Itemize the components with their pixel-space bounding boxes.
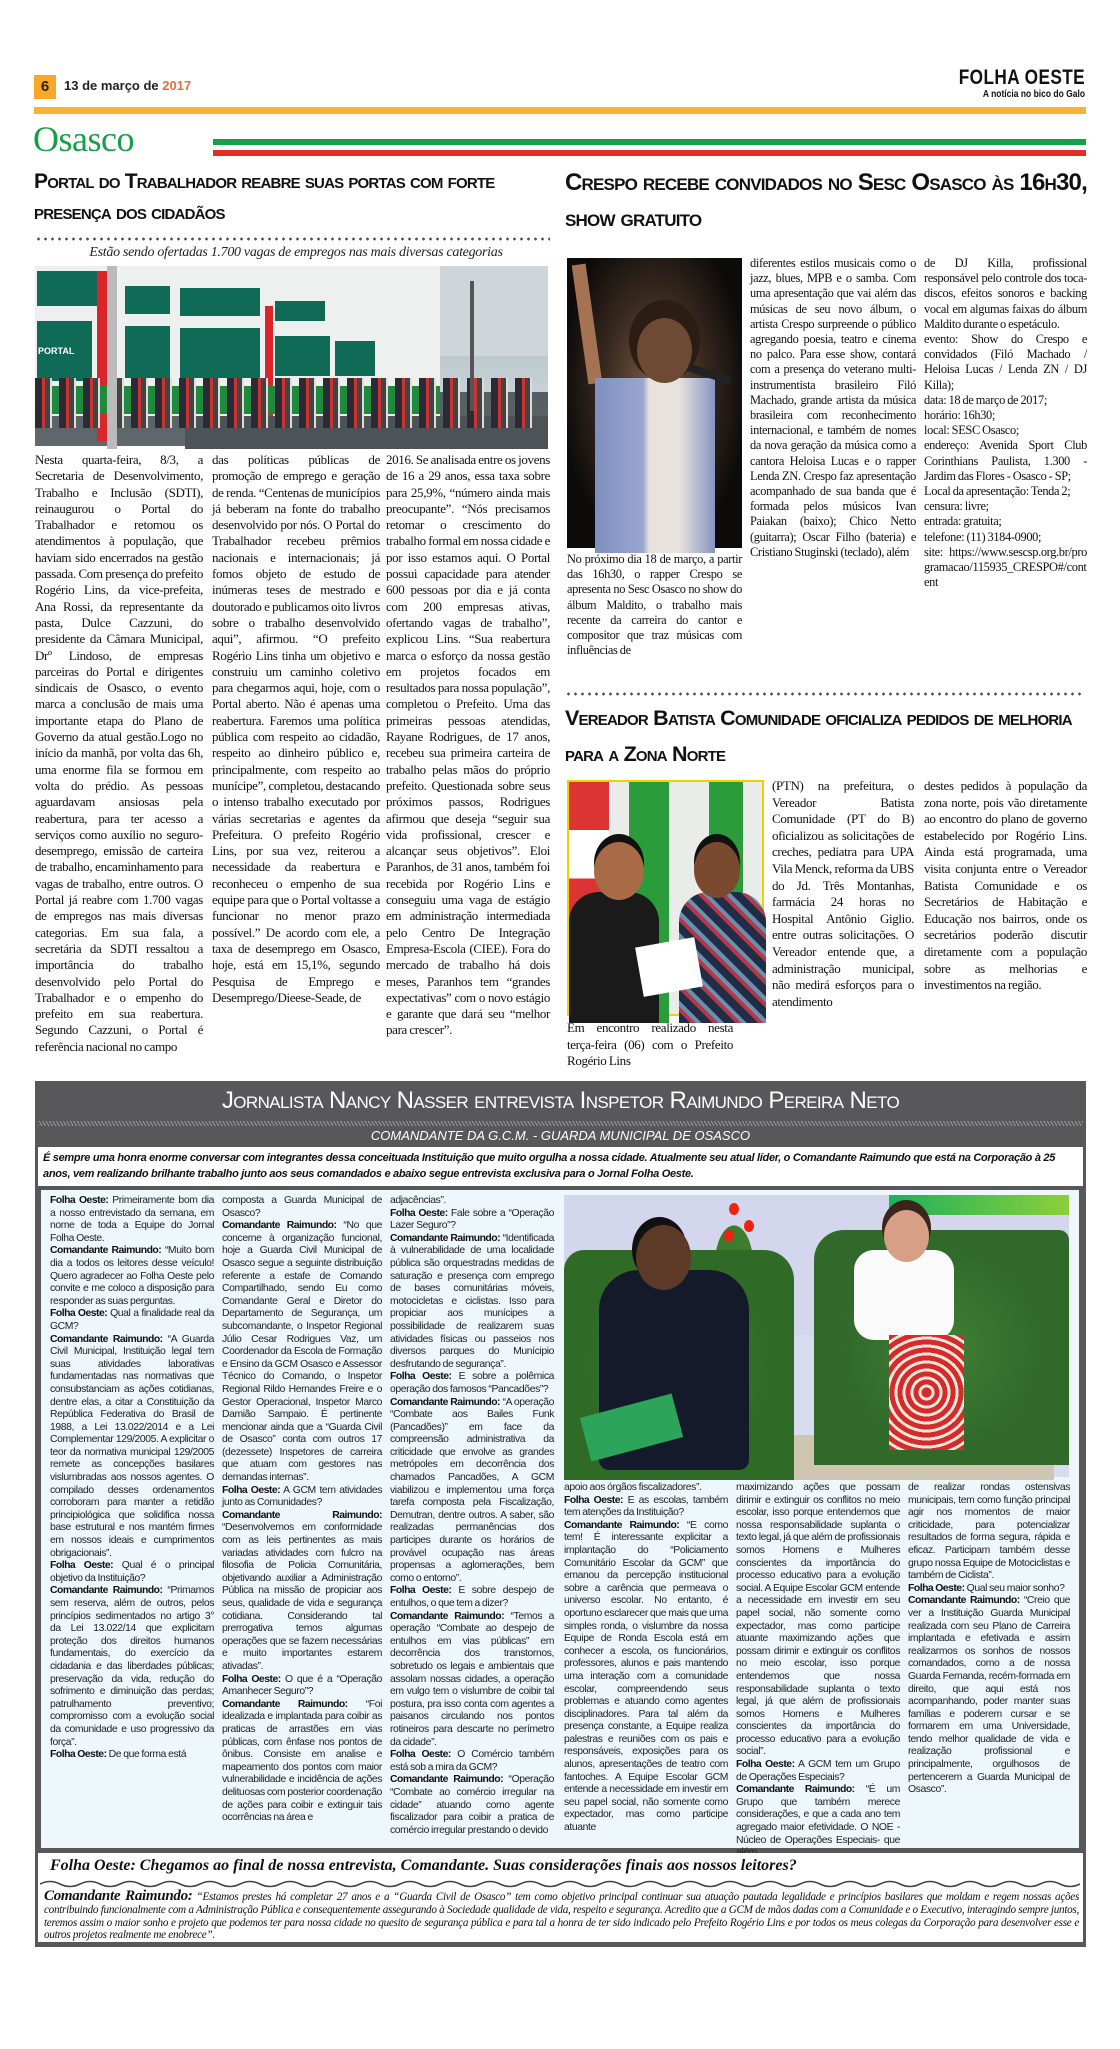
answer-label: Comandante Raimundo: — [390, 1610, 505, 1622]
photo-journalist — [854, 1250, 954, 1340]
photo-document — [635, 937, 703, 997]
interview-text: maximizando ações que possam dirimir e extinguir os conflitos no meio escolar, isso porque entendemos que nossa responsabilidade suplanta o texto legal, já que além de profissionais somos Homens e Mulheres conscientes da importância do processo educativo para a evolução social. A Equipe Escolar GCM entende a necessidade em investir em seu papel social, não somente como expectador, mas como participe atuante maximizando ações que possam dirimir e extinguir os conflitos no meio escolar, isso porque entendemos que nossa responsabilidade suplanta o texto legal, já que além de profissionais somos Homens e Mulheres conscientes da importância do processo educativo para a evolução social”. — [736, 1482, 900, 1758]
article3-column-3: destes pedidos à população da zona norte, pois vão diretamente ao encontro do plano de governo estabelecido por Rogério Lins. Ainda está programada, uma visita conjunta entre o Vereador Batista Comunidade e os Secretários de Habitação e Educação nos bairros, onde os secretários poderão discutir diretamente com a população sobre as melhorias e investimentos na região. — [924, 778, 1087, 993]
event-info-8: telefone: (11) 3184-0900; — [924, 529, 1042, 544]
answer-label: Comandante Raimundo: — [50, 1585, 163, 1597]
photo-window — [275, 336, 330, 376]
interview-column-1 — [50, 1195, 214, 1845]
interview-paragraph — [390, 1397, 554, 1586]
article3-column-1: Em encontro realizado nesta terça-feira (06) com o Prefeito Rogério Lins — [567, 1020, 733, 1069]
interview-text: “A Guarda Civil Municipal, Instituição legal tem suas atividades laborativas fundamentadas nas normativas que consubstanciam as ações cotidianas, dentre elas, a citar a Constituição da República Federativa do Brasil de 1988, a Lei 13.022/2014 e a Lei Complementar 129/2005. A explicitar o teor da normativa municipal 129/2005 remete as concepções basilares vislumbradas aos nossos agentes. O compilado desses ordenamentos corroboram para manter a retidão principiológica que solidifica nossa base estrutural e nos mantém firmes em nossos ideais e cumprimentos obrigacionais”. — [50, 1333, 214, 1559]
interview-text: “A operação “Combate aos Bailes Funk (Pancadões)” em face da compreensão administrativa da criticidade que envolve as grandes metrópoles em decorrência dos chamados Pancadões, A GCM viabilizou e implementou uma força tarefa composta pela Fiscalização, Demutran, dentre outros. A saber, são realizadas permanências dos participes durante os horários de provável ocupação nas áreas propensas a aglomerações, bem como o entorno”. — [390, 1396, 555, 1584]
photo-person-head — [694, 842, 740, 898]
article2-column-3-intro: de DJ Killa, profissional responsável pelo controle dos toca-discos, efeitos sonoros e backing vocal em algumas faixas do álbum Maldito durante o espetáculo. — [924, 256, 1087, 331]
interview-text: “Muito bom dia a todos os leitores desse veículo! Quero agradecer ao Folha Oeste pelo convite e me coloco a disposição para responder as suas perguntas. — [50, 1245, 214, 1307]
page-number: 6 — [34, 75, 56, 99]
interview-text: “Creio que ver a Instituição Guarda Municipal realizada com seu Plano de Carreira implantada e efetivada e assim realizarmos os sonhos de nossos comandados, como a de nossa Guarda Fernanda, recém-formada em direito, que aqui está nos acompanhando, poder manter suas famílias e poderem cursar e se formarem em uma Universidade, tendo melhor qualidade de vida e realização profissional e principalmente, orgulhosos de pertencerem a Guarda Municipal de Osasco”. — [908, 1595, 1070, 1796]
photo-shirt — [595, 378, 715, 553]
event-site-link[interactable]: site: https://www.sescsp.org.br/programacao/115935_CRESPO#/content — [924, 544, 1087, 590]
question-label: Folha Oeste: — [50, 1560, 114, 1572]
question-label: Folha Oeste: — [222, 1673, 281, 1685]
wave-divider — [40, 1879, 1080, 1889]
date-year: 2017 — [162, 78, 192, 93]
final-question: Folha Oeste: Chegamos ao final de nossa entrevista, Comandante. Suas considerações finais aos nossos leitores? — [50, 1857, 797, 1874]
event-info-2: horário: 16h30; — [924, 408, 995, 423]
event-info-7: entrada: gratuita; — [924, 514, 1002, 529]
answer-label: Comandante Raimundo: — [222, 1698, 348, 1710]
dotted-divider — [565, 691, 1085, 697]
answer-label: Comandante Raimundo: — [50, 1333, 163, 1345]
interview-text: apoio aos órgãos fiscalizadores”. — [564, 1482, 702, 1493]
photo-pole — [470, 281, 474, 411]
interview-paragraph — [736, 1759, 900, 1784]
interview-text: “Desenvolvemos em conformidade com as leis pertinentes as mais variadas atividades com fulcro na filosofia de Policia Comunitária, objetivando auxiliar a Administração Pública na missão de propiciar aos seus, qualidade de vida e segurança cotidiana. Considerando tal prerrogativa temos algumas operações que se fazem necessárias e muito importantes estarem ativadas”. — [222, 1522, 382, 1672]
interview-paragraph — [50, 1560, 214, 1585]
event-info-3: local: SESC Osasco; — [924, 423, 1019, 438]
interview-paragraph — [736, 1482, 900, 1759]
photo-window — [180, 328, 260, 378]
interview-paragraph — [50, 1195, 214, 1245]
event-info-4: endereço: Avenida Sport Club Corinthians Paulista, 1.300 - Jardim das Flores - Osasco - SP; — [924, 438, 1087, 483]
interview-text: A GCM tem um Grupo de Operações Especiais? — [736, 1759, 900, 1783]
interview-paragraph — [222, 1220, 382, 1484]
photo-sky — [440, 266, 548, 356]
answer-label: Comandante Raimundo: — [908, 1595, 1020, 1607]
interview-text: Qual seu maior sonho? — [966, 1582, 1065, 1594]
photo-person-head — [594, 842, 644, 900]
interview-paragraph — [390, 1208, 554, 1233]
interview-paragraph — [50, 1749, 214, 1762]
answer-label: Comandante Raimundo: — [390, 1774, 504, 1786]
hatch-divider — [38, 1121, 1083, 1126]
interview-column-3 — [390, 1195, 554, 1845]
interview-subtitle: COMANDANTE DA G.C.M. - GUARDA MUNICIPAL DE OSASCO — [370, 1128, 751, 1143]
newspaper-name: FOLHA OESTE — [958, 66, 1085, 89]
article1-column-3: 2016. Se analisada entre os jovens de 16 a 29 anos, essa taxa sobre para 25,9%, “número ainda mais preocupante”. “Nós precisamos retomar o crescimento do trabalho formal em nossa cidade e por isso estamos aqui. O Portal possui capacidade para atender 600 pessoas por dia e já conta com 200 empresas ativas, ofertando vagas de trabalho”, explicou Lins. “Sua reabertura marca o esforço da nossa gestão em projetos focados em resultados para nossa população”, completou o Prefeito. Uma das primeiras pessoas atendidas, Rayane Rodrigues, de 17 anos, recebeu sua primeira carteira de trabalho pelas mãos do próprio prefeito. Questionada sobre seus próximos passos, Rodrigues afirmou que deseja “seguir sua vida profissional, crescer e alcançar seus objetivos”. Eloi Paranhos, de 31 anos, também foi recebida por Rogério Lins e conseguiu uma vaga de estágio em administração intermediada pelo Centro De Integração Empresa-Escola (CIEE). Fora do mercado de trabalho há dois meses, Paranhos tem “grandes expectativas” com o novo estágio e garante que dará seu “melhor para crescer”. — [386, 452, 550, 1038]
interview-text: E sobre a polêmica operação dos famosos “Pancadões”? — [390, 1371, 554, 1395]
section-stripe-green — [213, 139, 1086, 145]
interview-headline: Jornalista Nancy Nasser entrevista Inspetor Raimundo Pereira Neto — [221, 1087, 900, 1114]
question-label: Folha Oeste: — [390, 1749, 451, 1761]
question-label: Folha Oeste: — [390, 1585, 452, 1597]
interview-paragraph — [222, 1674, 382, 1699]
interview-text: O que é a “Operação Amanhecer Seguro”? — [222, 1673, 382, 1698]
interview-text: Primeiramente bom dia a nosso entrevistado da semana, em nome de toda a Equipe do Jornal Folha Oeste. — [50, 1195, 214, 1244]
interview-paragraph — [736, 1784, 900, 1860]
interview-paragraph — [908, 1482, 1070, 1583]
article1-headline: Portal do Trabalhador reabre suas portas com forte presença dos cidadãos — [34, 170, 495, 224]
interview-text: “Operação “Combate ao comércio irregular na cidade” atuando como agente fiscalizador para coibir a pratica de comércio irregular prestando o devido — [390, 1774, 555, 1836]
interview-paragraph — [564, 1482, 728, 1495]
article2-column-2: diferentes estilos musicais como o jazz, blues, MPB e o samba. Com uma apresentação que vai além das músicas de seu novo álbum, o artista Crespo surpreende o público agregando poesia, teatro e cinema no palco. Para esse show, contará com a presença do veterano multi-instrumentista brasileiro Filó Machado, grande artista da música brasileira com reconhecimento internacional, e também de nomes da nova geração da música como a cantora Heloisa Lucas e o rapper Lenda ZN. Crespo faz apresentação acompanhado de sua banda que é formada pelos músicos Ivan Paiakan (baixo); Chico Netto (guitarra); Oscar Filho (bateria) e Cristiano Stuginski (teclado), além — [750, 256, 916, 559]
interview-paragraph — [390, 1585, 554, 1610]
photo-commander-head — [636, 1225, 691, 1290]
final-answer-label: Comandante Raimundo: — [44, 1888, 193, 1904]
interview-text: Qual a finalidade real da GCM? — [50, 1308, 214, 1332]
photo-flower — [724, 1230, 734, 1242]
crespo-photo — [567, 258, 742, 548]
photo-journalist-head — [884, 1210, 929, 1262]
newspaper-tagline: A notícia no bico do Galo — [982, 89, 1085, 100]
photo-window — [37, 271, 97, 306]
interview-paragraph — [222, 1510, 382, 1674]
final-answer — [44, 1890, 1079, 1942]
interview-text: Qual é o principal objetivo da Instituição? — [50, 1560, 214, 1584]
interview-paragraph — [390, 1195, 554, 1208]
photo-flower — [744, 1220, 754, 1232]
interview-text: E as escolas, também tem atenções da Instituição? — [564, 1494, 728, 1519]
photo-window — [275, 301, 325, 321]
answer-label: Comandante Raimundo: — [390, 1232, 501, 1244]
interview-paragraph — [390, 1371, 554, 1396]
interview-text: “No que concerne à organização funcional, hoje a Guarda Civil Municipal de Osasco segue a seguinte distribuição referente a estafe de Comando Compartilhado, sendo Eu como Comandante Geral e Diretor do Departamento de Segurança, um subcomandante, o Inspetor Regional Júlio Cesar Rodrigues Vaz, um Coordenador da Escola de Formação e Ensino da GCM Osasco e Assessor Técnico do Comando, o Inspetor Regional Rildo Hernandes Freire e o Gestor Operacional, Inspetor Marco Damião Sampaio. É pertinente mencionar ainda que a “Guarda Civil de Osasco” conta com outros 17 (dezessete) Inspetores de carreira que atuam com gestores nas demandas internas”. — [222, 1220, 382, 1484]
question-label: Folha Oeste: — [222, 1484, 281, 1496]
date-text: 13 de março de — [64, 78, 163, 93]
question-label: Folha Oeste: — [50, 1749, 107, 1761]
interview-text: composta a Guarda Municipal de Osasco? — [222, 1195, 382, 1219]
header-rule — [34, 107, 1086, 114]
interview-intro: É sempre uma honra enorme conversar com integrantes dessa conceituada Instituição que muito orgulha a nossa cidade. Atualmente seu atual líder, o Comandante Raimundo que está na Corporação à 25 anos, vem realizando brilhante trabalho junto aos seus comandados e abaixo segue entrevista exclusiva para o Jornal Folha Oeste. — [38, 1147, 1083, 1186]
photo-window — [180, 288, 260, 316]
interview-paragraph — [50, 1334, 214, 1561]
article3-column-2: (PTN) na prefeitura, o Vereador Batista Comunidade (PT do B) oficializou as solicitações de creches, pediatra para UPA Vila Menck, reforma da UBS do Jd. Três Montanhas, farmácia 24 horas no Hospital Antônio Giglio. entre outras solicitações. O Vereador entende que, a administração municipal, não medirá esforços para o atendimento — [772, 778, 914, 1009]
interview-column-2 — [222, 1195, 382, 1845]
interview-paragraph — [390, 1233, 554, 1372]
photo-arm — [572, 264, 603, 385]
interview-paragraph — [50, 1308, 214, 1333]
event-info-1: data: 18 de março de 2017; — [924, 392, 1047, 407]
article1-column-1: Nesta quarta-feira, 8/3, a Secretaria de Desenvolvimento, Trabalho e Inclusão (SDTI), reinaugurou o Portal do Trabalhador e retomou os atendimentos à população, que haviam sido encerrados na gestão passada. Com presença do prefeito Rogério Lins, da vice-prefeita, Ana Rossi, da representante da pasta, Dulce Cazzuni, do presidente da Câmara Municipal, Drº Lindoso, de empresas parceiras do Portal e dirigentes sindicais de Osasco, o evento marca a conclusão de mais uma importante etapa do Plano de Governo da atual gestão.Logo no início da manhã, por volta das 6h, uma enorme fila se formou em volta do prédio. As pessoas aguardavam ansiosas pela reabertura, para ter acesso a serviços como auxílio no seguro-desemprego, emissão de carteira de trabalho, encaminhamento para vagas de trabalho, entre outros. O Portal já reabre com 1.700 vagas de empregos nas mais diversas categorias. Em sua fala, a secretária da SDTI ressaltou a importância do trabalho desenvolvido pelo Portal do Trabalhador e o empenho do prefeito em sua reabertura. Segundo Cazzuni, o Portal é referência nacional no campo — [35, 452, 203, 1054]
question-label: Folha Oeste: — [908, 1582, 965, 1594]
interview-text: “E como tem! É interessante explicitar a implantação do “Policiamento Comunitário Escolar da GCM” que emanou da percepção institucional sobre a carência que permeava o universo escolar. No entanto, é oportuno esclarecer que mais que uma simples ronda, o vislumbre da nossa Equipe de Ronda Escola está em conhecer a escola, os funcionários, professores, alunos e pais mantendo uma interação com a comunidade escolar, compreendendo seus problemas e atuando como agentes disciplinadores. Para tal além da presença constante, a Equipe realiza palestras e reuniões com os pais e responsáveis, exposições para os alunos, apresentações de teatro com fantoches. A Equipe Escolar GCM entende a necessidade em investir em seu papel social, não somente como expectador, mas como participe atuante — [564, 1519, 728, 1834]
interview-paragraph — [908, 1583, 1070, 1596]
article3-headline: Vereador Batista Comunidade oficializa pedidos de melhoria para a Zona Norte — [565, 706, 1072, 766]
question-label: Folha Oeste: — [390, 1371, 452, 1383]
article1-subheadline: Estão sendo ofertadas 1.700 vagas de empregos nas mais diversas categorias — [89, 245, 503, 260]
dotted-divider — [35, 236, 550, 242]
event-info-6: censura: livre; — [924, 499, 989, 514]
portal-photo — [35, 266, 548, 446]
interview-text: “Temos a operação “Combate ao despejo de entulhos em vias públicas” em decorrência dos transtornos, sobretudo os legais e ambientais que assolam nossas cidades, a operação em vulgo tem o vislumbre de coibir tal postura, pra isso conta com agentes a paisanos circulando nos pontos rotineiros para descarte no perímetro da cidade”. — [390, 1610, 554, 1748]
interview-paragraph — [564, 1495, 728, 1520]
interview-column-5 — [736, 1482, 900, 1846]
final-answer-text: “Estamos prestes há completar 27 anos e a “Guarda Civil de Osasco” tem como objetivo principal continuar sua atuação pautada legalidade e princípios basilares que moldam e regem nossas ações contribuindo funcionalmente com a Administração Pública e consequentemente assegurando à Sociedade qualidade de vida, respeito e segurança. Acredito que a GCM de mãos dadas com a Comunidade e o Executivo, interagindo sempre juntos, teremos assim o maior sonho e projeto que podemos ter para nossa cidade no quesito de segurança pública e para tal a honra de ter sido indicado pelo Prefeito Rogério Lins e por todos os meus colegas da Corporação para desenvolver esse e outros projetos realmente me enobrece”. — [44, 1891, 1080, 1942]
interview-text: “É um Grupo que também merece considerações, e que a cada ano tem agregado maior efetividade. O NOE - Núcleo de Operações Especiais- que — [736, 1784, 901, 1846]
photo-pole — [107, 266, 117, 449]
photo-window — [125, 286, 170, 314]
question-label: Folha Oeste: — [736, 1759, 795, 1771]
interview-column-4 — [564, 1482, 728, 1846]
answer-label: Comandante Raimundo: — [222, 1509, 382, 1521]
photo-sign: PORTAL — [38, 346, 75, 356]
interview-paragraph — [222, 1485, 382, 1510]
answer-label: Comandante Raimundo: — [390, 1396, 501, 1408]
interview-paragraph — [390, 1749, 554, 1774]
photo-window — [125, 326, 170, 378]
interview-paragraph — [50, 1245, 214, 1308]
section-stripe-red — [213, 150, 1086, 156]
event-info-5: Local da apresentação: Tenda 2; — [924, 484, 1071, 499]
question-label: Folha Oeste: — [50, 1195, 109, 1206]
interview-paragraph — [222, 1699, 382, 1825]
issue-date — [64, 78, 191, 93]
interview-text: de realizar rondas ostensivas municipais, tem como função principal agir nos momentos de maior criticidade, para potencializar resultados de forma segura, rápida e eficaz. Participam também desse grupo nossa Equipe de Motociclistas e também de Ciclista”. — [908, 1482, 1070, 1582]
article2-column-3 — [924, 256, 1087, 686]
photo-window — [335, 341, 375, 376]
question-label: Folha Oeste: — [564, 1494, 623, 1506]
article2-headline: Crespo recebe convidados no Sesc Osasco às 16h30, show gratuito — [565, 169, 1087, 232]
answer-label: Comandante Raimundo: — [564, 1519, 680, 1531]
photo-flower — [729, 1203, 739, 1215]
interview-paragraph — [222, 1195, 382, 1220]
masthead — [931, 66, 1085, 100]
interview-text: De que forma está — [108, 1749, 187, 1761]
interview-text: E sobre despejo de entulhos, o que tem a dizer? — [390, 1585, 554, 1609]
answer-label: Comandante Raimundo: — [736, 1784, 855, 1796]
interview-text: “Primamos sem reserva, além de outros, pelos princípios sedimentados no artigo 3° da Lei 13.022/14 que explicitam proteção dos direitos humanos fundamentais, do exercício da cidadania e das liberdades públicas; preservação da vida, redução do sofrimento e diminuição das perdas; patrulhamento preventivo; compromisso com a evolução social da comunidade e uso progressivo da força”. — [50, 1585, 215, 1748]
interview-text: adjacências”. — [390, 1195, 447, 1206]
interview-paragraph — [50, 1585, 214, 1749]
photo-head — [637, 318, 692, 383]
section-title: Osasco — [33, 119, 134, 159]
question-label: Folha Oeste: — [390, 1207, 448, 1219]
interview-paragraph — [908, 1595, 1070, 1797]
article2-column-1: No próximo dia 18 de março, a partir das 16h30, o rapper Crespo se apresenta no Sesc Osasco no show do álbum Maldito, o trabalho mais recente da carreira do cantor e compositor que traz músicas com influências de — [567, 552, 742, 658]
answer-label: Comandante Raimundo: — [222, 1220, 337, 1232]
question-label: Folha Oeste: — [50, 1308, 108, 1320]
interview-paragraph — [390, 1611, 554, 1750]
interview-paragraph — [564, 1520, 728, 1835]
interview-text: A GCM tem atividades junto as Comunidades? — [222, 1484, 382, 1509]
answer-label: Comandante Raimundo: — [50, 1245, 162, 1257]
article1-column-2: das políticas públicas de promoção de emprego e geração de renda. “Centenas de municípios já beberam na fonte do trabalho desenvolvido por nós. O Portal do Trabalhador recebeu prêmios nacionais e internacionais; já fomos objeto de estudo de inúmeras teses de mestrado e doutorado e publicamos oito livros sobre o trabalho desenvolvido aqui”, afirmou. “O prefeito Rogério Lins tinha um objetivo e construiu um caminho coletivo para chegarmos aqui, hoje, com o Portal aberto. Não é apenas uma reabertura. Faremos uma política pública com respeito ao cidadão, respeito ao dinheiro público e, principalmente, com respeito ao munícipe”, completou, destacando o intenso trabalho executado por várias secretarias e agentes da Prefeitura. O prefeito Rogério Lins, por sua vez, reiterou a necessidade da reabertura e reconheceu o empenho de sua equipe para que o Portal voltasse a funcionar no menor prazo possível.” De acordo com ele, a taxa de desemprego em Osasco, hoje, está em 15,1%, segundo Pesquisa de Emprego e Desemprego/Dieese-Seade, de — [212, 452, 380, 1005]
interview-text: “Foi idealizada e implantada para coibir as praticas de arrastões em vias públicas, com ênfase nos pontos de ônibus. Consiste em analise e mapeamento dos pontos com maior vulnerabilidade e incidência de ações delituosas com posterior coordenação de ações para coibir e extinguir tais ocorrências na área e — [222, 1698, 382, 1824]
interview-text: Fale sobre a “Operação Lazer Seguro”? — [390, 1207, 554, 1232]
interview-paragraph — [390, 1774, 554, 1837]
event-info-0: evento: Show do Crespo e convidados (Filó Machado / Heloisa Lucas / Lenda ZN / DJ Killa); — [924, 332, 1087, 392]
interview-text: “Identificada à vulnerabilidade de uma localidade pública são orquestradas medidas de saturação e presença com emprego de bases comunitárias móveis, motocicletas e ciclistas. Isso para propiciar aos munícipes a possibilidade de realizarem suas atividades físicas ou passeios nos diversos parques do Munícipio desfrutando de segurança”. — [390, 1232, 555, 1370]
interview-column-6 — [908, 1482, 1070, 1846]
interview-text: O Comércio também está sob a mira da GCM? — [390, 1749, 554, 1773]
vereador-photo — [567, 780, 764, 1016]
photo-journalist-pants — [889, 1335, 964, 1450]
interview-photo — [564, 1195, 1069, 1477]
